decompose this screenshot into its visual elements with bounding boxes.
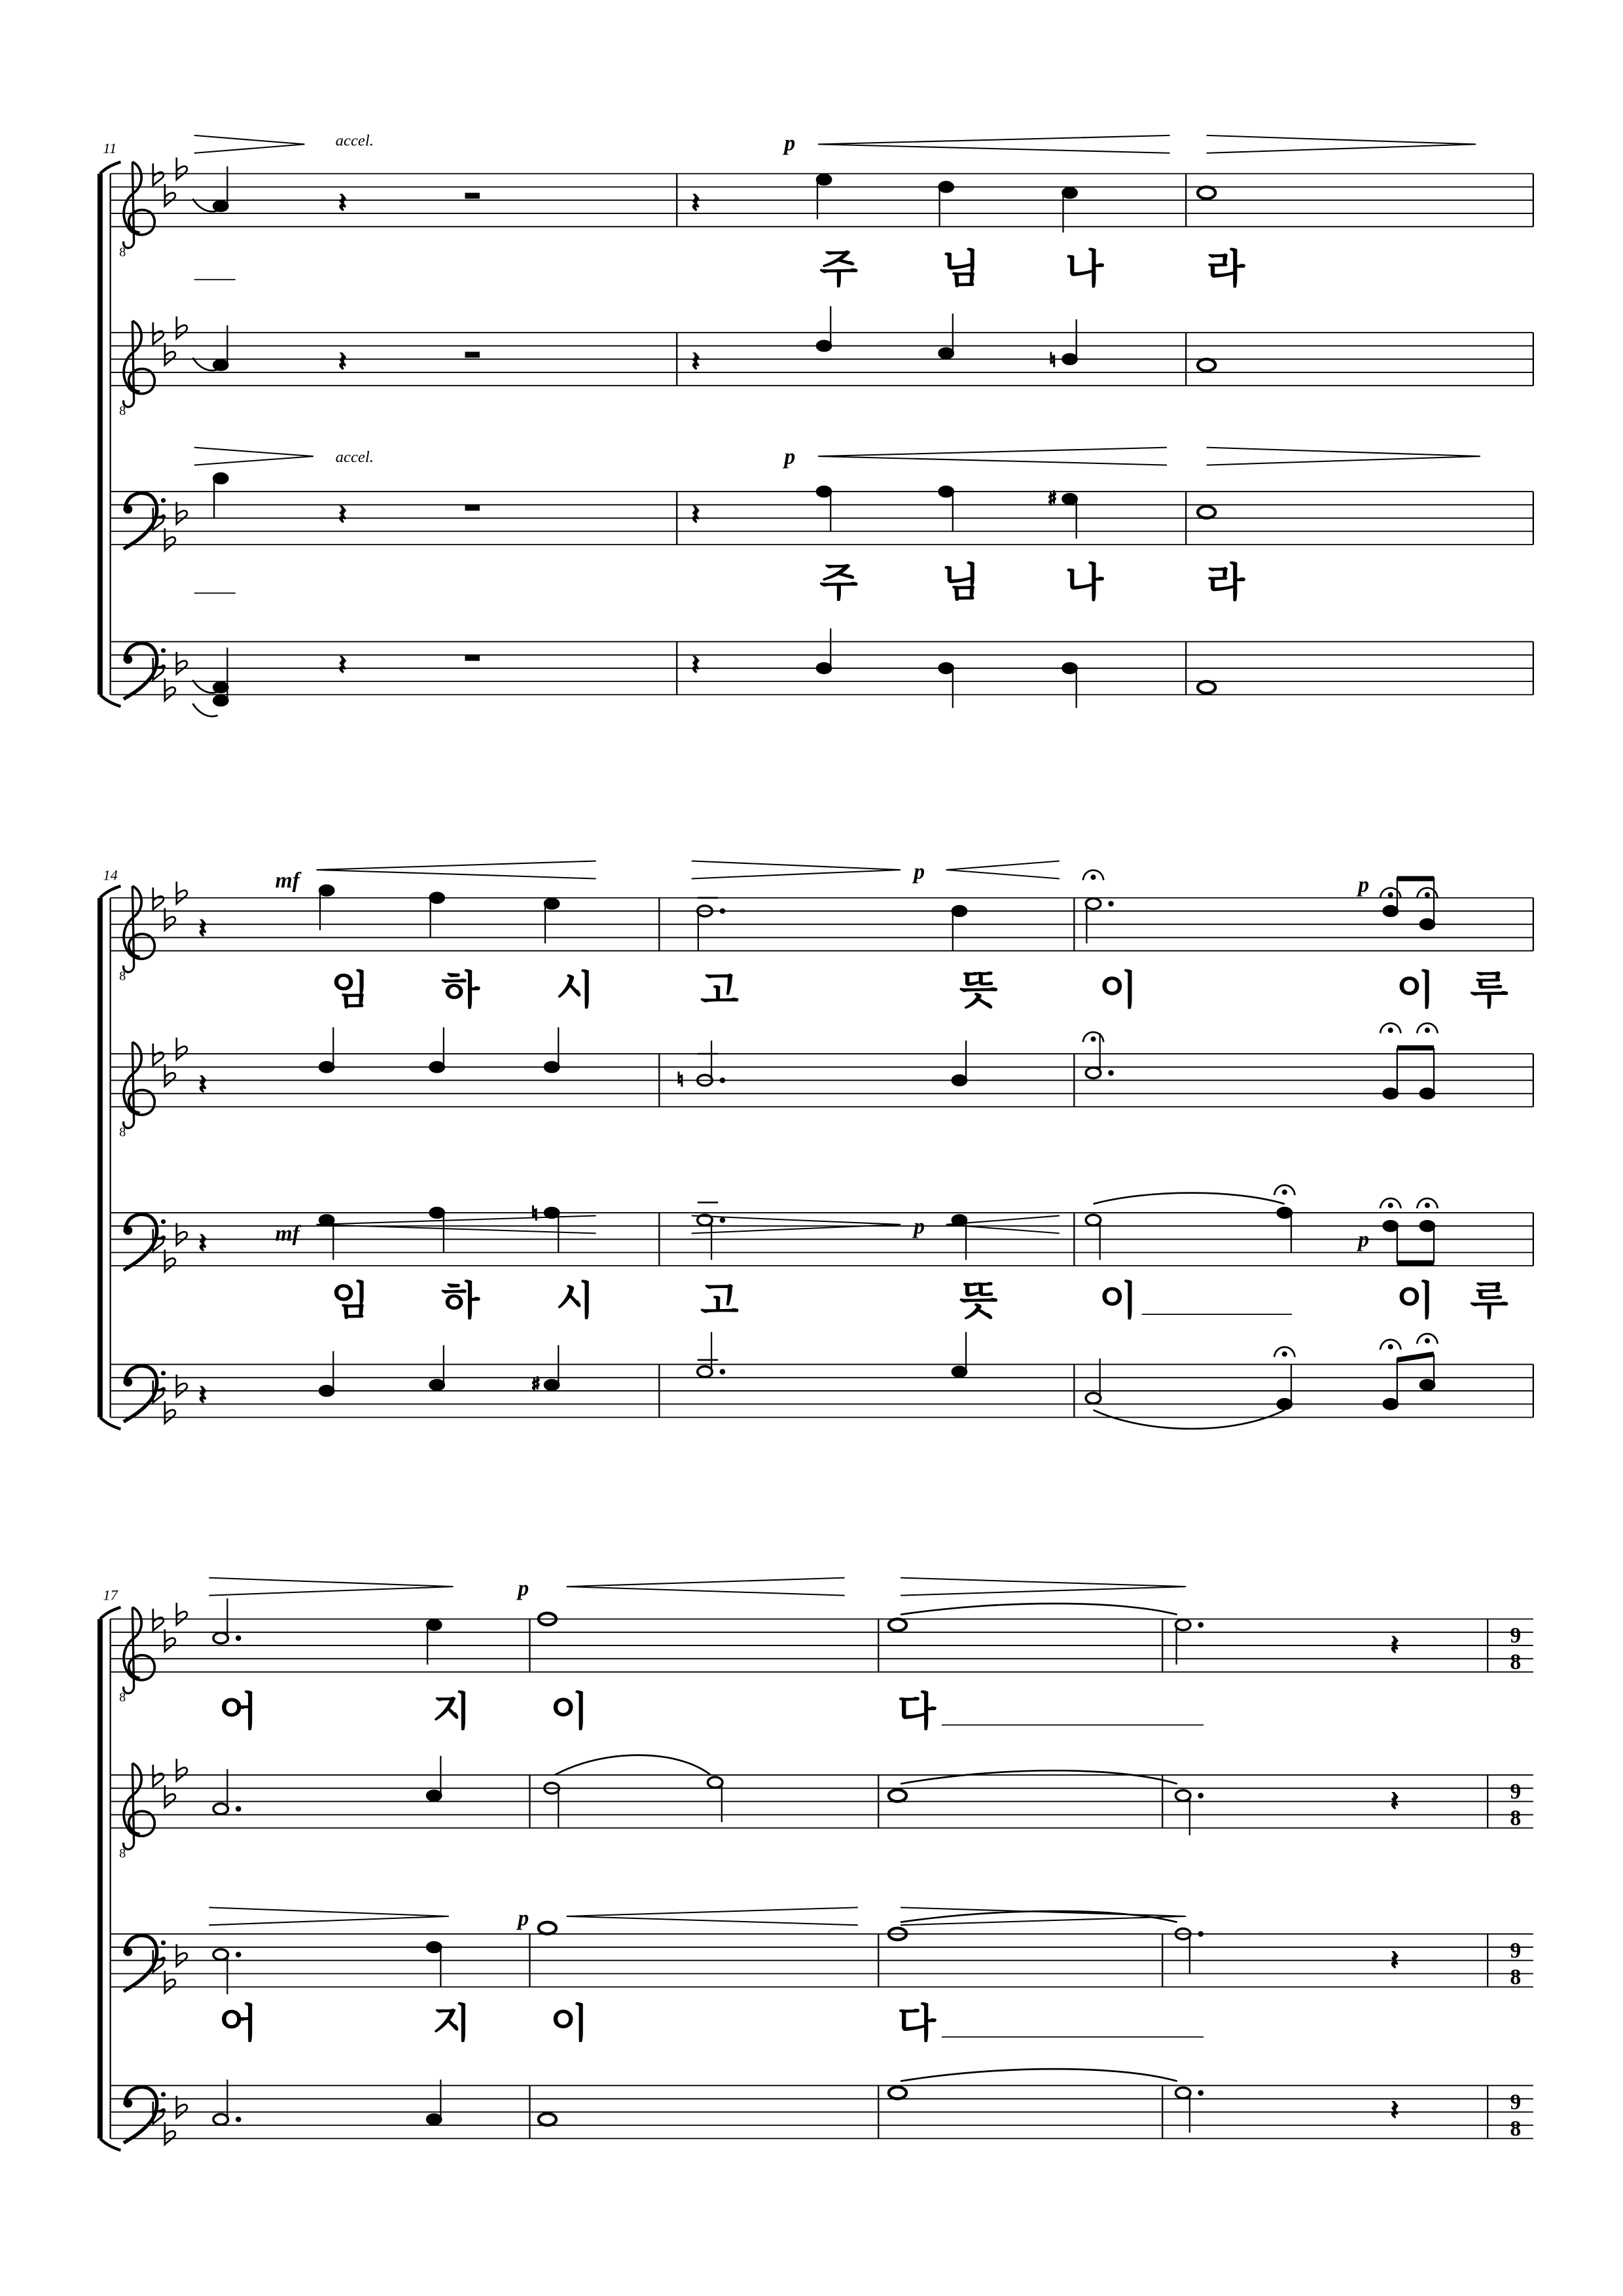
dynamic-marking: p — [1358, 1227, 1370, 1252]
svg-text:𝄽: 𝄽 — [338, 187, 347, 219]
svg-text:𝄽: 𝄽 — [338, 649, 347, 681]
lyric-syllable: 어 — [219, 2001, 258, 2047]
svg-text:𝄽: 𝄽 — [338, 346, 347, 378]
key-signature — [153, 882, 187, 1424]
lyric-syllable: 임 — [330, 1278, 370, 1325]
svg-text:𝄽: 𝄽 — [198, 1227, 207, 1259]
lyrics-staff3 — [194, 560, 1246, 606]
dynamic-marking: p — [518, 1906, 529, 1931]
hairpins — [209, 1578, 1186, 1926]
lyric-syllable: 루 — [1470, 967, 1508, 1014]
hairpins — [194, 135, 1480, 465]
lyric-syllable: 뜻 — [959, 967, 998, 1014]
svg-text:9: 9 — [1510, 1779, 1522, 1804]
svg-text:𝄽: 𝄽 — [691, 187, 700, 219]
svg-text:♮: ♮ — [1049, 348, 1056, 371]
barlines — [111, 1619, 1488, 2139]
lyric-syllable: 님 — [941, 246, 980, 293]
svg-text:𝄽: 𝄽 — [1390, 1629, 1399, 1661]
lyric-syllable: 루 — [1470, 1278, 1508, 1325]
lyric-syllable: 뜻 — [959, 1278, 998, 1325]
staff-lines — [111, 1619, 1533, 2139]
lyrics-staff3 — [219, 2001, 1204, 2047]
dynamic-marking: p — [914, 859, 925, 884]
bass-clef — [124, 1366, 166, 1422]
svg-text:𝄽: 𝄽 — [1390, 1785, 1399, 1817]
lyric-syllable: 이 — [1099, 967, 1138, 1014]
svg-text:8: 8 — [1510, 1650, 1522, 1675]
dynamic-marking: p — [518, 1576, 529, 1601]
measure-number: 11 — [103, 139, 117, 156]
system-1 — [100, 131, 1533, 716]
lyric-syllable: 임 — [330, 967, 370, 1014]
lyric-syllable: 시 — [556, 1278, 595, 1325]
svg-text:𝄽: 𝄽 — [338, 499, 347, 531]
treble-clef — [119, 886, 154, 984]
lyric-syllable: 하 — [441, 967, 480, 1014]
dynamic-marking: mf — [275, 868, 300, 893]
treble-clef — [119, 162, 154, 259]
svg-text:♮: ♮ — [677, 1068, 684, 1091]
lyric-syllable: 이 — [550, 2001, 589, 2047]
lyric-syllable: 어 — [219, 1689, 258, 1735]
hairpins — [316, 861, 1059, 1234]
lyrics-staff1 — [194, 247, 1246, 293]
dynamic-marking: p — [784, 131, 796, 156]
lyric-syllable: 주 — [819, 246, 858, 293]
lyrics-staff1 — [331, 968, 1508, 1014]
svg-text:9: 9 — [1510, 2090, 1522, 2115]
treble-clef — [119, 1763, 154, 1861]
dynamic-marking: p — [784, 444, 796, 469]
lyric-syllable: 이 — [1396, 967, 1435, 1014]
lyric-syllable: 나 — [1065, 560, 1104, 606]
notes — [193, 166, 1216, 716]
lyric-syllable: 지 — [432, 1689, 471, 1735]
notes — [199, 870, 1438, 1429]
system-3 — [100, 1577, 1533, 2151]
tempo-mark: accel. — [335, 448, 374, 467]
bass-clef — [124, 1935, 166, 1991]
svg-text:𝄽: 𝄽 — [691, 346, 700, 378]
treble-clef — [119, 321, 154, 418]
svg-text:𝄽: 𝄽 — [691, 649, 700, 681]
lyric-syllable: 라 — [1206, 560, 1245, 606]
lyric-syllable: 님 — [941, 560, 980, 606]
measure-number: 14 — [103, 867, 118, 884]
svg-text:𝄽: 𝄽 — [198, 912, 207, 944]
lyric-syllable: 다 — [897, 2001, 936, 2047]
svg-text:8: 8 — [1510, 1965, 1522, 1990]
lyric-syllable: 이 — [550, 1689, 589, 1735]
lyric-syllable: 시 — [556, 967, 595, 1014]
svg-text:♮: ♮ — [531, 1202, 539, 1225]
bass-clef — [124, 2087, 166, 2143]
lyric-syllable: 이 — [1099, 1278, 1138, 1325]
barlines — [111, 898, 1533, 1418]
lyric-syllable: 고 — [700, 967, 739, 1014]
lyric-syllable: 라 — [1206, 246, 1245, 293]
lyric-syllable: 고 — [700, 1278, 739, 1325]
key-signature — [153, 158, 187, 701]
bass-clef — [124, 643, 166, 699]
lyric-syllable: 다 — [897, 1689, 936, 1735]
notes — [213, 1598, 1399, 2132]
lyric-syllable: 나 — [1065, 246, 1104, 293]
measure-number: 17 — [103, 1587, 118, 1604]
svg-text:𝄽: 𝄽 — [198, 1068, 207, 1100]
dynamic-marking: mf — [275, 1221, 300, 1246]
system-2 — [100, 859, 1533, 1429]
score-page: 8 11 accel. accel. p p 𝄽 𝄽 𝄽 𝄽 ♮ 𝄽 𝄽 ♯ 𝄽 𝄽 주 님 나 라 주 님 나 라 14 mf p p mf p p 𝄽 𝄽 ♮ 𝄽 ♮ 𝄽 ♯ 임 하 시 고 뜻 이 이 루 임 하 시 고 뜻 이 이 루 17 9 8 9 8 9 8 9 8 p p 𝄽 𝄽 𝄽 𝄽 어 지 이 다 어 지 이 다 — [0, 0, 1623, 2296]
svg-text:𝄽: 𝄽 — [1390, 1944, 1399, 1976]
dynamic-marking: p — [1358, 872, 1370, 897]
lyrics-staff3 — [331, 1278, 1508, 1324]
svg-text:8: 8 — [1510, 2116, 1522, 2141]
bass-clef — [124, 1214, 166, 1270]
svg-text:𝄽: 𝄽 — [691, 499, 700, 531]
key-signature — [153, 1603, 187, 2145]
lyric-syllable: 이 — [1396, 1278, 1435, 1325]
svg-text:𝄽: 𝄽 — [1390, 2094, 1399, 2126]
svg-text:8: 8 — [1510, 1806, 1522, 1831]
staff-lines — [111, 898, 1533, 1418]
svg-text:9: 9 — [1510, 1623, 1522, 1648]
time-signature — [1510, 1624, 1521, 2141]
svg-text:♯: ♯ — [1047, 487, 1058, 510]
lyric-syllable: 주 — [819, 560, 858, 606]
treble-clef — [119, 1042, 154, 1139]
bass-clef — [124, 493, 166, 548]
tempo-mark: accel. — [335, 132, 374, 150]
svg-text:9: 9 — [1510, 1938, 1522, 1963]
svg-text:♯: ♯ — [531, 1373, 541, 1396]
lyric-syllable: 하 — [441, 1278, 480, 1325]
treble-clef — [119, 1607, 154, 1705]
svg-text:𝄽: 𝄽 — [198, 1379, 207, 1411]
lyric-syllable: 지 — [432, 2001, 471, 2047]
dynamic-marking: p — [914, 1214, 925, 1239]
lyrics-staff1 — [219, 1689, 1204, 1734]
